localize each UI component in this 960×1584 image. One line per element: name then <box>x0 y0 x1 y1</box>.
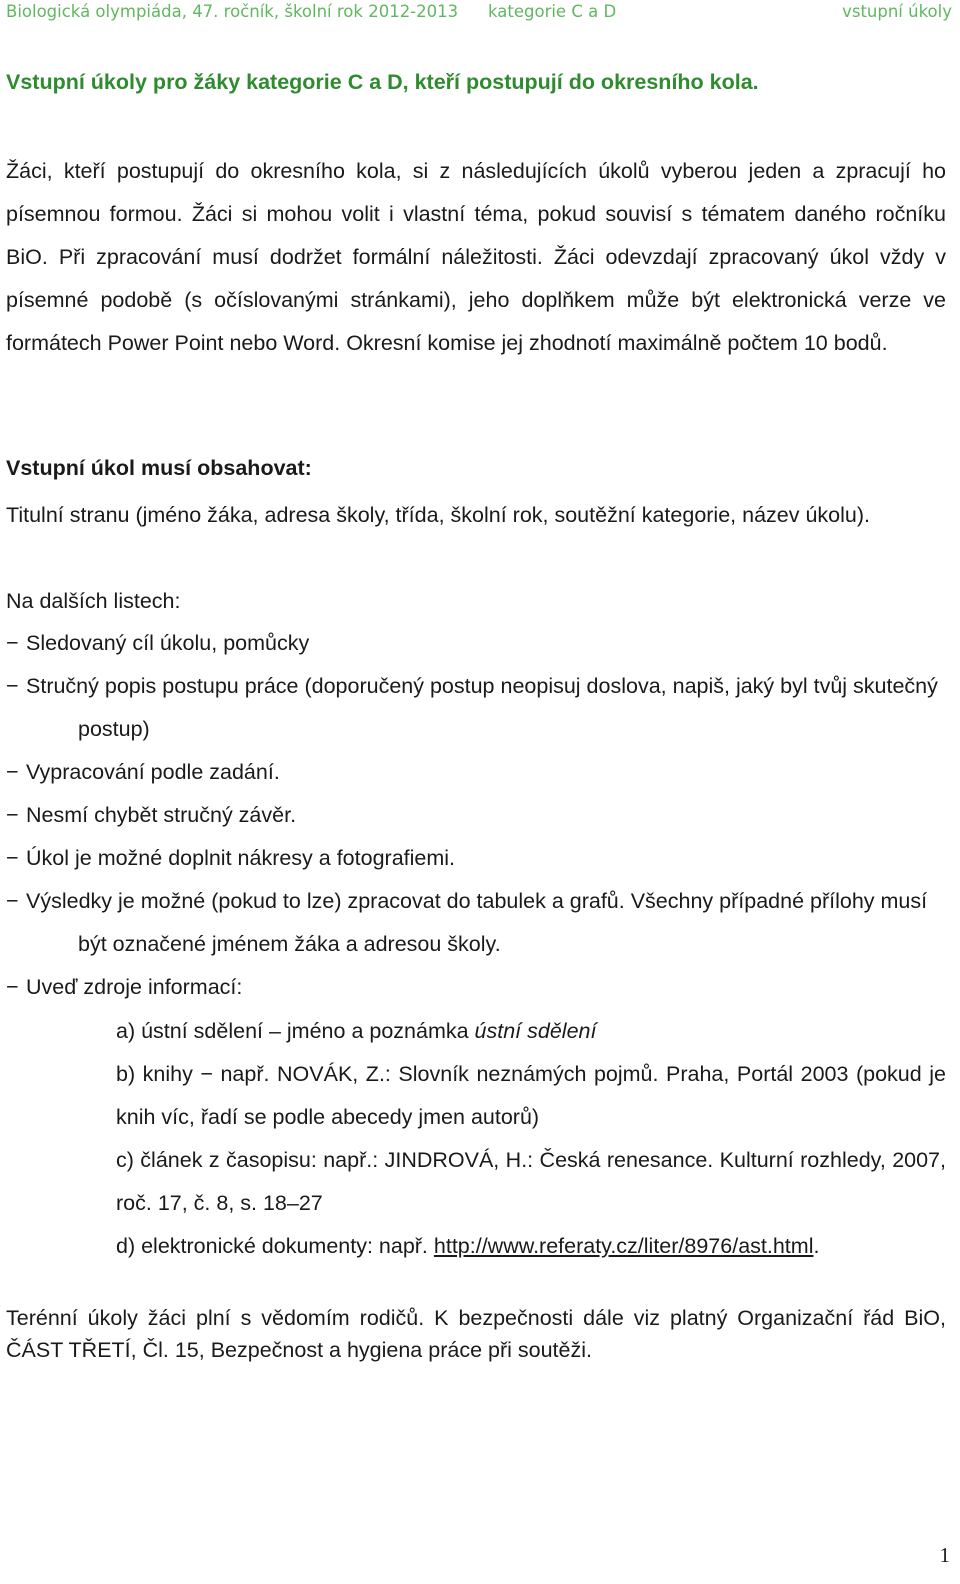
page-header <box>6 2 952 26</box>
list-item: − Sledovaný cíl úkolu, pomůcky <box>6 622 946 665</box>
header-right: vstupní úkoly <box>842 2 952 21</box>
header-center: kategorie C a D <box>488 2 617 21</box>
list-item: − Vypracování podle zadání. <box>6 751 946 794</box>
safety-note: Terénní úkoly žáci plní s vědomím rodičů. K bezpečnosti dále viz platný Organizační řád BiO, ČÁST TŘETÍ, Čl. 15, Bezpečnost a hygiena práce při soutěži. <box>6 1306 946 1362</box>
intro-paragraph: Žáci, kteří postupují do okresního kola, si z následujících úkolů vyberou jeden a zpracují ho písemnou formou. Žáci si mohou volit i vlastní téma, pokud souvisí s tématem daného ročníku BiO. Při zpracování musí dodržet formální náležitosti. Žáci odevzdají zpracovaný úkol vždy v písemné podobě (s očíslovanými stránkami), jeho doplňkem může být elektronická verze ve formátech Power Point nebo Word. Okresní komise jej zhodnotí maximálně počtem 10 bodů. <box>6 159 946 355</box>
list-item: − Úkol je možné doplnit nákresy a fotografiemi. <box>6 837 946 880</box>
dash-marker: − <box>6 674 19 698</box>
dash-marker: − <box>6 760 19 784</box>
source-electronic: d) elektronické dokumenty: např. http://www.referaty.cz/liter/8976/ast.html. <box>116 1234 820 1258</box>
list-item: − Nesmí chybět stručný závěr. <box>6 794 946 837</box>
document-title: Vstupní úkoly pro žáky kategorie C a D, kteří postupují do okresního kola. <box>6 70 759 94</box>
list-item: − Stručný popis postupu práce (doporučený postup neopisuj doslova, napiš, jaký byl tvůj skutečný postup) <box>6 665 946 751</box>
dash-marker: − <box>6 889 19 913</box>
requirements-heading: Vstupní úkol musí obsahovat: <box>6 456 312 480</box>
example-link[interactable]: http://www.referaty.cz/liter/8976/ast.html <box>433 1234 814 1258</box>
sources-list <box>116 1010 946 1268</box>
source-oral: a) ústní sdělení – jméno a poznámka ústní sdělení <box>116 1019 597 1043</box>
source-article: c) článek z časopisu: např.: JINDROVÁ, H.: Česká renesance. Kulturní rozhledy, 2007, roč. 17, č. 8, s. 18–27 <box>116 1148 946 1215</box>
dash-marker: − <box>6 803 19 827</box>
source-books: b) knihy − např. NOVÁK, Z.: Slovník neznámých pojmů. Praha, Portál 2003 (pokud je knih víc, řadí se podle abecedy jmen autorů) <box>116 1062 946 1129</box>
dash-marker: − <box>6 846 19 870</box>
list-item: − Uveď zdroje informací: <box>6 966 946 1009</box>
list-item: − Výsledky je možné (pokud to lze) zpracovat do tabulek a grafů. Všechny případné přílohy musí být označené jménem žáka a adresou školy. <box>6 880 946 966</box>
page-number: 1 <box>939 1543 950 1567</box>
header-left: Biologická olympiáda, 47. ročník, školní rok 2012-2013 <box>6 2 459 21</box>
further-pages-label: Na dalších listech: <box>6 589 181 613</box>
dash-marker: − <box>6 631 19 655</box>
source-oral-italic: ústní sdělení <box>474 1019 597 1043</box>
requirements-list <box>6 622 946 1009</box>
title-page-line: Titulní stranu (jméno žáka, adresa školy, třída, školní rok, soutěžní kategorie, název úkolu). <box>6 503 870 527</box>
dash-marker: − <box>6 975 19 999</box>
